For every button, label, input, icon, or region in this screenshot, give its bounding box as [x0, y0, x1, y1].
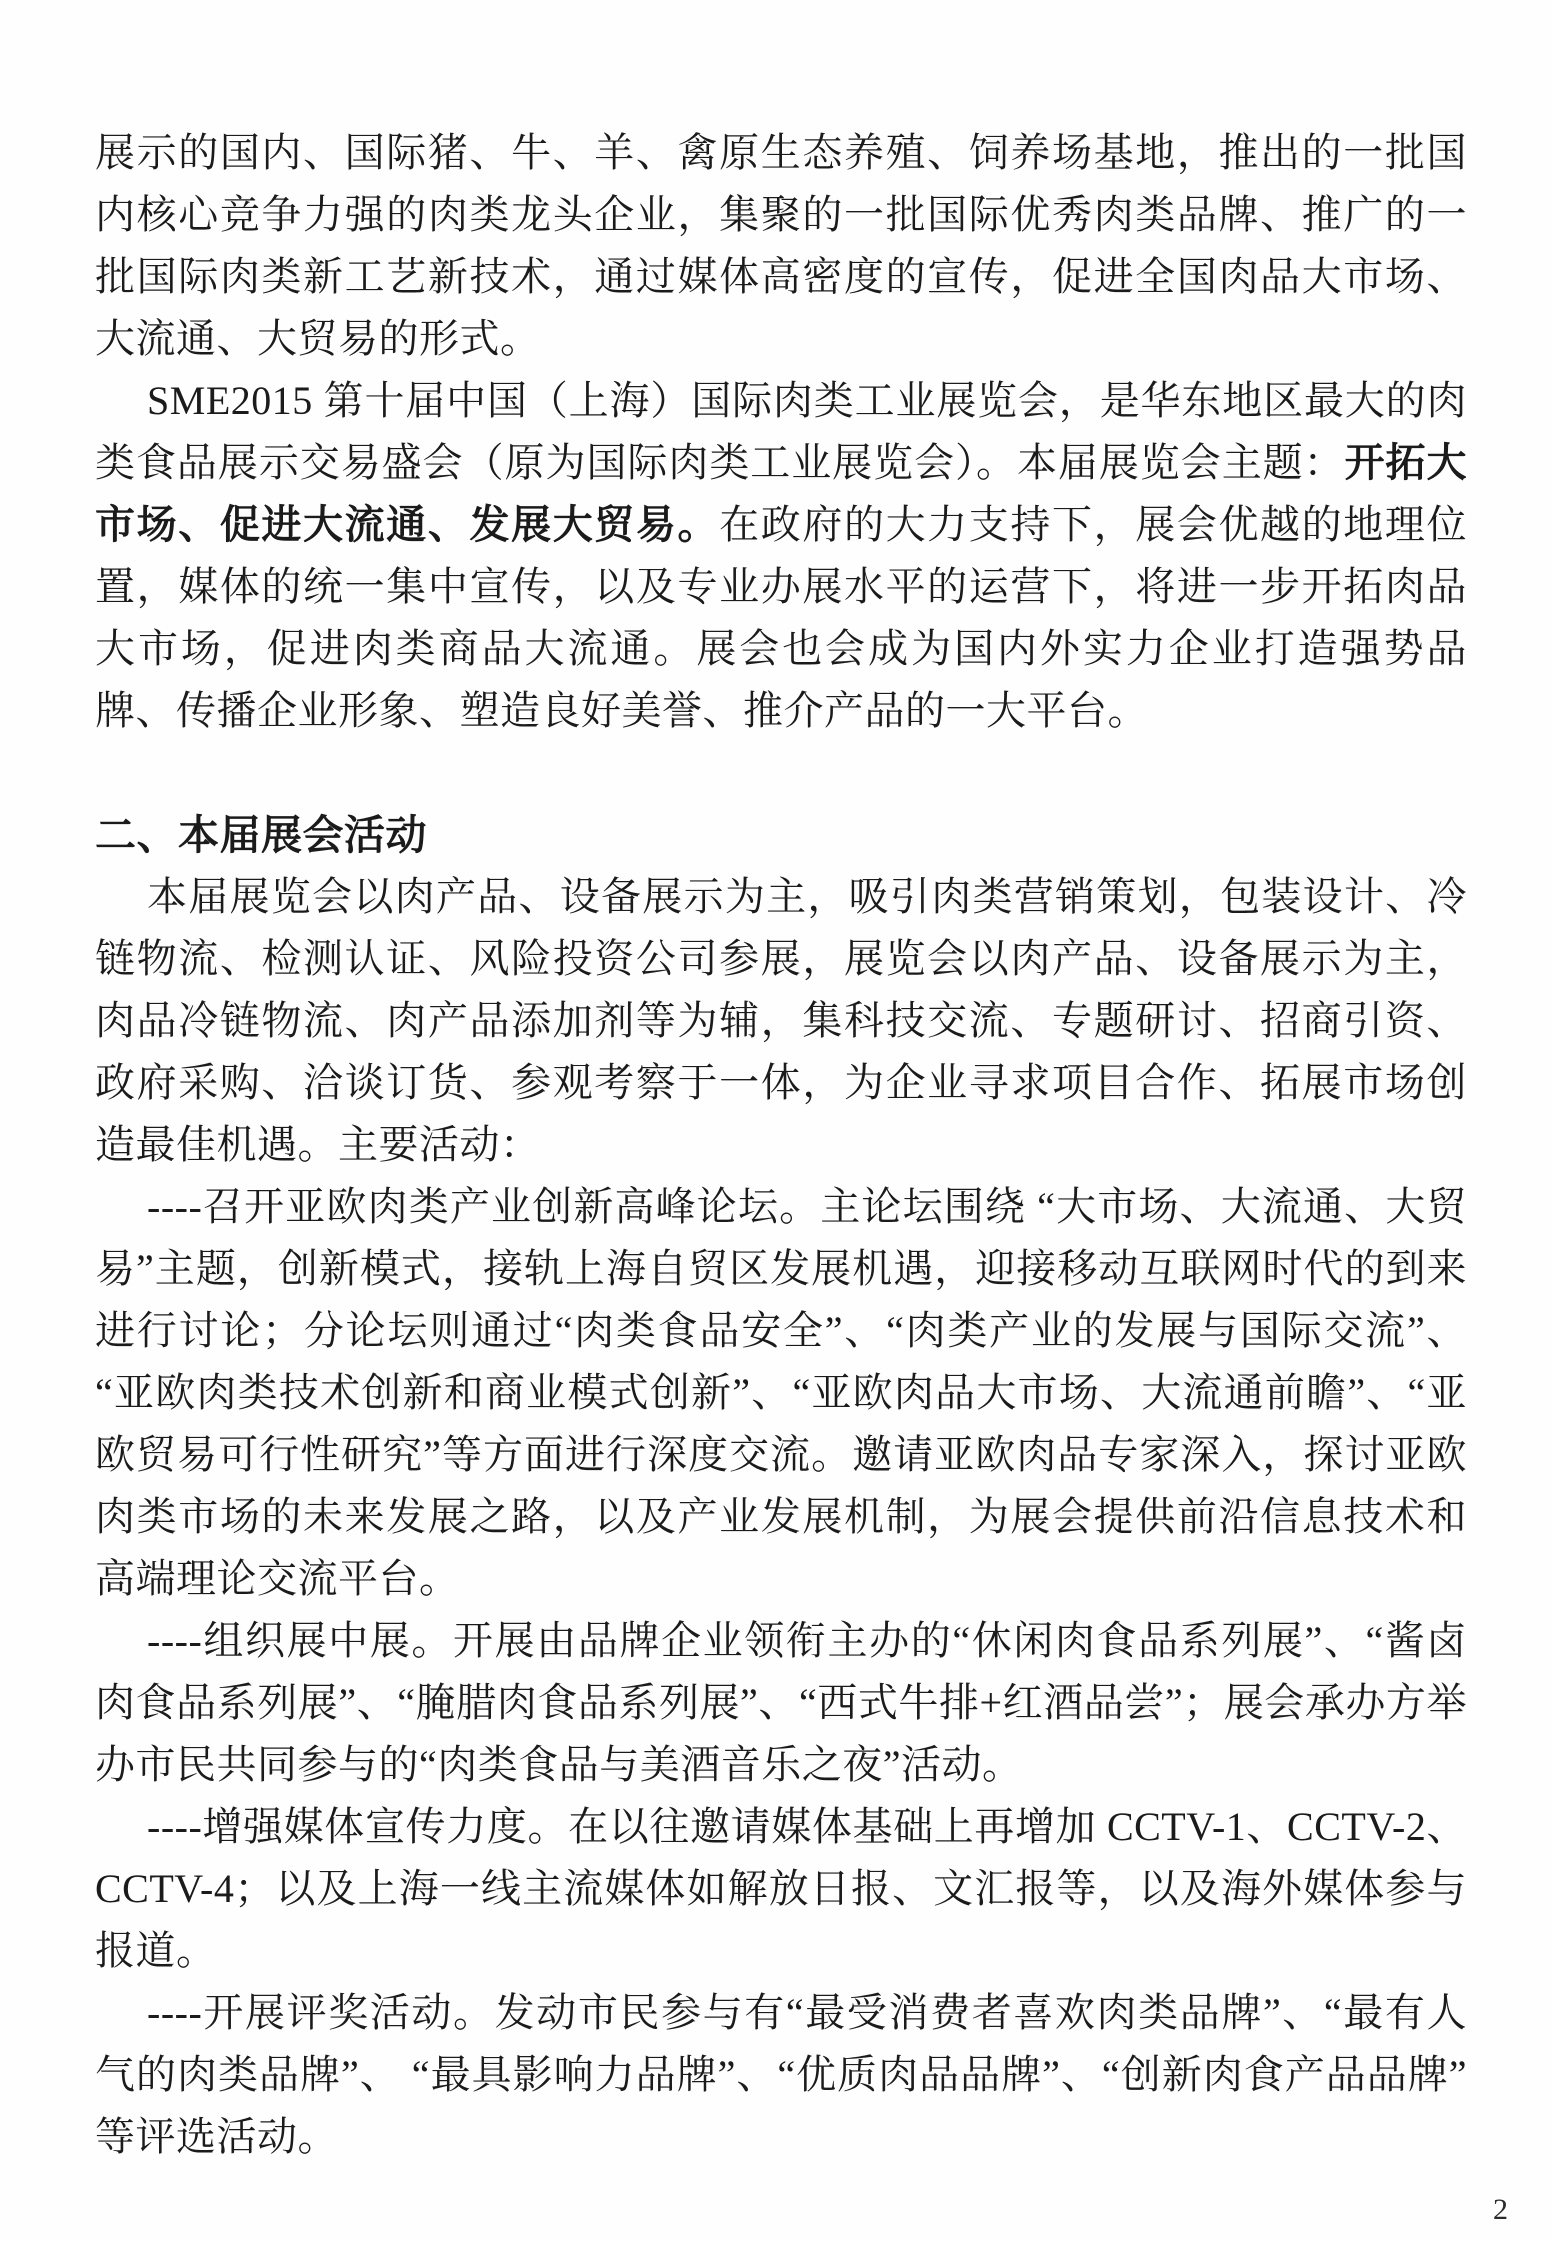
- paragraph-exhibition-scope: 本届展览会以肉产品、设备展示为主，吸引肉类营销策划，包装设计、冷链物流、检测认证、风险投资公司参展，展览会以肉产品、设备展示为主，肉品冷链物流、肉产品添加剂等为辅，集科技交流、专题研讨、招商引资、政府采购、洽谈订货、参观考察于一体，为企业寻求项目合作、拓展市场创造最佳机遇。主要活动：: [95, 874, 1467, 1167]
- paragraph-sme2015-overview: [95, 370, 1467, 742]
- paragraph-activity-awards: ----开展评奖活动。发动市民参与有“最受消费者喜欢肉类品牌”、“最有人气的肉类品牌”、 “最具影响力品牌”、“优质肉品品牌”、“创新肉食产品品牌”等评选活动。: [95, 1990, 1467, 2159]
- document-body: [95, 122, 1467, 2168]
- paragraph-activity-forum: ----召开亚欧肉类产业创新高峰论坛。主论坛围绕 “大市场、大流通、大贸易”主题，创新模式，接轨上海自贸区发展机遇，迎接移动互联网时代的到来进行讨论；分论坛则通过“肉类食品安全”、“肉类产业的发展与国际交流”、“亚欧肉类技术创新和商业模式创新”、“亚欧肉品大市场、大流通前瞻”、“亚欧贸易可行性研究”等方面进行深度交流。邀请亚欧肉品专家深入，探讨亚欧肉类市场的未来发展之路，以及产业发展机制，为展会提供前沿信息技术和高端理论交流平台。: [95, 1184, 1467, 1601]
- paragraph-sme2015-text: SME2015 第十届中国（上海）国际肉类工业展览会，是华东地区最大的肉类食品展示交易盛会（原为国际肉类工业展览会）。本届展览会主题：: [95, 378, 1467, 485]
- paragraph-intro-continued: 展示的国内、国际猪、牛、羊、禽原生态养殖、饲养场基地，推出的一批国内核心竞争力强的肉类龙头企业，集聚的一批国际优秀肉类品牌、推广的一批国际肉类新工艺新技术，通过媒体高密度的宣传，促进全国肉品大市场、大流通、大贸易的形式。: [95, 130, 1467, 361]
- paragraph-activity-media: ----增强媒体宣传力度。在以往邀请媒体基础上再增加 CCTV-1、CCTV-2、CCTV-4；以及上海一线主流媒体如解放日报、文汇报等，以及海外媒体参与报道。: [95, 1804, 1467, 1973]
- section-heading-activities: 二、本届展会活动: [95, 812, 427, 858]
- paragraph-sme2015-text-continued: 在政府的大力支持下，展会优越的地理位置，媒体的统一集中宣传，以及专业办展水平的运营下，将进一步开拓肉品大市场，促进肉类商品大流通。展会也会成为国内外实力企业打造强势品牌、传播企业形象、塑造良好美誉、推介产品的一大平台。: [95, 502, 1467, 733]
- page-number: 2: [1493, 2193, 1508, 2226]
- exhibition-theme-bold-text: 开拓大市场、促进大流通、发展大贸易。: [95, 441, 1468, 547]
- paragraph-activity-show-in-show: ----组织展中展。开展由品牌企业领衔主办的“休闲肉食品系列展”、“酱卤肉食品系列展”、“腌腊肉食品系列展”、“西式牛排+红酒品尝”；展会承办方举办市民共同参与的“肉类食品与美酒音乐之夜”活动。: [95, 1618, 1467, 1787]
